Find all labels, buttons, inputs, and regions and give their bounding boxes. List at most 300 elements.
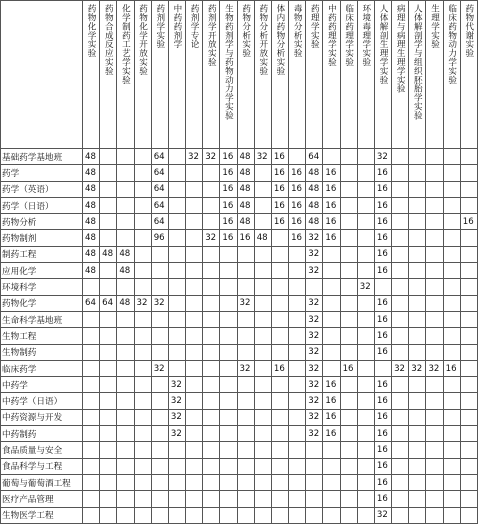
column-header bbox=[151, 1, 168, 149]
hours-cell bbox=[117, 230, 134, 246]
hours-cell bbox=[220, 344, 237, 360]
hours-cell bbox=[220, 377, 237, 393]
hours-cell bbox=[460, 426, 477, 442]
hours-cell bbox=[426, 263, 443, 279]
hours-cell bbox=[100, 165, 117, 181]
hours-cell bbox=[460, 197, 477, 213]
hours-cell bbox=[220, 458, 237, 474]
hours-cell bbox=[254, 393, 271, 409]
hours-cell bbox=[357, 393, 374, 409]
hours-cell bbox=[357, 246, 374, 262]
hours-cell bbox=[392, 426, 409, 442]
hours-cell bbox=[306, 279, 323, 295]
hours-cell bbox=[254, 328, 271, 344]
hours-cell bbox=[168, 491, 185, 507]
hours-cell bbox=[220, 491, 237, 507]
hours-cell bbox=[117, 393, 134, 409]
hours-cell bbox=[289, 311, 306, 327]
hours-cell bbox=[357, 165, 374, 181]
hours-cell bbox=[443, 311, 460, 327]
hours-cell bbox=[443, 458, 460, 474]
hours-cell bbox=[443, 474, 460, 490]
hours-cell bbox=[289, 474, 306, 490]
column-header bbox=[220, 1, 237, 149]
hours-cell bbox=[443, 149, 460, 165]
hours-cell bbox=[83, 344, 100, 360]
hours-cell bbox=[392, 263, 409, 279]
hours-cell bbox=[168, 344, 185, 360]
hours-cell: 48 bbox=[83, 165, 100, 181]
column-header-label: 药物分析开放实验 bbox=[257, 4, 268, 76]
hours-cell bbox=[134, 409, 151, 425]
hours-cell bbox=[340, 214, 357, 230]
hours-cell bbox=[443, 181, 460, 197]
hours-cell bbox=[306, 442, 323, 458]
column-header-label: 临床药理学实验 bbox=[343, 4, 354, 67]
hours-cell: 16 bbox=[220, 181, 237, 197]
hours-cell bbox=[392, 458, 409, 474]
hours-cell bbox=[409, 165, 426, 181]
hours-cell bbox=[289, 295, 306, 311]
hours-cell: 16 bbox=[323, 214, 340, 230]
hours-cell bbox=[409, 246, 426, 262]
hours-cell bbox=[357, 311, 374, 327]
hours-cell bbox=[220, 409, 237, 425]
hours-cell: 32 bbox=[203, 149, 220, 165]
hours-cell bbox=[134, 149, 151, 165]
column-header bbox=[426, 1, 443, 149]
hours-cell bbox=[357, 474, 374, 490]
hours-cell bbox=[117, 328, 134, 344]
hours-cell bbox=[340, 393, 357, 409]
hours-cell bbox=[409, 458, 426, 474]
hours-cell bbox=[426, 214, 443, 230]
column-header bbox=[374, 1, 391, 149]
hours-cell bbox=[409, 214, 426, 230]
hours-cell bbox=[220, 474, 237, 490]
hours-cell: 64 bbox=[83, 295, 100, 311]
hours-cell: 16 bbox=[289, 165, 306, 181]
hours-cell bbox=[323, 474, 340, 490]
hours-cell bbox=[409, 377, 426, 393]
table-row bbox=[1, 474, 478, 490]
hours-cell bbox=[203, 458, 220, 474]
hours-cell bbox=[409, 311, 426, 327]
hours-cell: 16 bbox=[374, 442, 391, 458]
hours-cell bbox=[426, 409, 443, 425]
hours-cell: 16 bbox=[220, 230, 237, 246]
hours-cell bbox=[100, 458, 117, 474]
hours-cell bbox=[443, 246, 460, 262]
hours-cell: 16 bbox=[323, 426, 340, 442]
hours-cell bbox=[151, 279, 168, 295]
hours-cell bbox=[409, 409, 426, 425]
hours-cell bbox=[134, 197, 151, 213]
hours-cell bbox=[460, 442, 477, 458]
hours-cell bbox=[460, 393, 477, 409]
hours-cell bbox=[134, 311, 151, 327]
hours-cell bbox=[289, 426, 306, 442]
hours-cell bbox=[340, 165, 357, 181]
hours-cell: 48 bbox=[117, 246, 134, 262]
hours-cell bbox=[151, 426, 168, 442]
hours-cell bbox=[271, 279, 288, 295]
hours-cell bbox=[100, 377, 117, 393]
hours-cell bbox=[460, 165, 477, 181]
hours-cell bbox=[134, 214, 151, 230]
column-header-label: 人体解剖学与组织胚胎学实验 bbox=[412, 4, 423, 120]
hours-cell: 48 bbox=[237, 214, 254, 230]
hours-cell bbox=[186, 360, 203, 376]
hours-cell bbox=[289, 246, 306, 262]
hours-cell bbox=[203, 279, 220, 295]
hours-cell bbox=[443, 344, 460, 360]
hours-cell bbox=[117, 214, 134, 230]
hours-cell bbox=[443, 165, 460, 181]
hours-cell bbox=[100, 181, 117, 197]
hours-cell bbox=[340, 181, 357, 197]
hours-cell: 64 bbox=[151, 165, 168, 181]
hours-cell bbox=[357, 491, 374, 507]
hours-cell: 16 bbox=[374, 344, 391, 360]
hours-cell bbox=[168, 279, 185, 295]
hours-cell: 16 bbox=[323, 197, 340, 213]
hours-cell bbox=[323, 246, 340, 262]
row-label: 应用化学 bbox=[1, 263, 83, 279]
hours-cell: 32 bbox=[186, 149, 203, 165]
column-header-label: 病理与病理生理学实验 bbox=[395, 4, 406, 93]
hours-cell: 32 bbox=[306, 328, 323, 344]
hours-cell bbox=[426, 442, 443, 458]
hours-cell: 16 bbox=[443, 360, 460, 376]
hours-cell bbox=[340, 458, 357, 474]
hours-cell: 32 bbox=[237, 295, 254, 311]
table-row bbox=[1, 230, 478, 246]
hours-cell bbox=[392, 344, 409, 360]
table-row bbox=[1, 214, 478, 230]
hours-cell bbox=[271, 344, 288, 360]
hours-cell bbox=[151, 442, 168, 458]
hours-cell: 16 bbox=[220, 149, 237, 165]
hours-cell: 16 bbox=[374, 474, 391, 490]
hours-cell: 64 bbox=[151, 181, 168, 197]
hours-cell bbox=[340, 197, 357, 213]
hours-cell bbox=[168, 458, 185, 474]
table-row bbox=[1, 149, 478, 165]
column-header bbox=[134, 1, 151, 149]
hours-cell bbox=[134, 426, 151, 442]
hours-cell bbox=[237, 409, 254, 425]
hours-cell bbox=[186, 442, 203, 458]
hours-cell bbox=[186, 197, 203, 213]
hours-cell bbox=[203, 295, 220, 311]
hours-cell bbox=[237, 246, 254, 262]
table-row bbox=[1, 491, 478, 507]
hours-cell bbox=[426, 377, 443, 393]
hours-cell: 16 bbox=[374, 426, 391, 442]
hours-cell: 32 bbox=[306, 295, 323, 311]
hours-cell bbox=[443, 263, 460, 279]
hours-cell: 16 bbox=[340, 360, 357, 376]
column-header bbox=[460, 1, 477, 149]
hours-cell bbox=[392, 491, 409, 507]
hours-cell bbox=[392, 442, 409, 458]
hours-cell: 32 bbox=[134, 295, 151, 311]
hours-cell bbox=[186, 344, 203, 360]
hours-cell bbox=[271, 442, 288, 458]
hours-cell: 16 bbox=[374, 295, 391, 311]
hours-cell bbox=[203, 344, 220, 360]
hours-cell: 48 bbox=[306, 181, 323, 197]
hours-cell bbox=[83, 393, 100, 409]
hours-cell bbox=[168, 149, 185, 165]
hours-cell bbox=[83, 279, 100, 295]
hours-cell: 16 bbox=[220, 197, 237, 213]
hours-cell: 32 bbox=[151, 295, 168, 311]
hours-cell bbox=[254, 165, 271, 181]
hours-cell: 16 bbox=[271, 149, 288, 165]
hours-cell: 32 bbox=[306, 246, 323, 262]
hours-cell bbox=[392, 377, 409, 393]
hours-cell: 16 bbox=[323, 230, 340, 246]
hours-cell: 32 bbox=[409, 360, 426, 376]
hours-cell bbox=[100, 442, 117, 458]
hours-cell bbox=[357, 344, 374, 360]
table-row bbox=[1, 295, 478, 311]
hours-cell bbox=[134, 263, 151, 279]
column-header-label: 环境毒理学实验 bbox=[360, 4, 371, 67]
hours-cell bbox=[426, 311, 443, 327]
table-row bbox=[1, 360, 478, 376]
hours-cell bbox=[271, 474, 288, 490]
hours-cell bbox=[443, 377, 460, 393]
column-header-label: 药物化学开放实验 bbox=[137, 4, 148, 76]
hours-cell bbox=[460, 295, 477, 311]
hours-cell bbox=[271, 328, 288, 344]
hours-cell bbox=[134, 442, 151, 458]
hours-cell bbox=[237, 491, 254, 507]
hours-cell bbox=[271, 426, 288, 442]
corner-cell bbox=[1, 1, 83, 149]
hours-cell: 32 bbox=[306, 393, 323, 409]
column-header bbox=[306, 1, 323, 149]
hours-cell bbox=[426, 295, 443, 311]
hours-cell: 16 bbox=[271, 165, 288, 181]
hours-cell bbox=[134, 491, 151, 507]
hours-cell bbox=[340, 295, 357, 311]
hours-cell bbox=[203, 263, 220, 279]
hours-cell: 32 bbox=[203, 230, 220, 246]
hours-cell bbox=[168, 181, 185, 197]
hours-cell: 16 bbox=[374, 393, 391, 409]
hours-cell: 64 bbox=[306, 149, 323, 165]
hours-cell: 16 bbox=[374, 458, 391, 474]
hours-cell bbox=[186, 246, 203, 262]
hours-cell bbox=[392, 246, 409, 262]
row-label: 环境科学 bbox=[1, 279, 83, 295]
hours-cell bbox=[357, 360, 374, 376]
hours-cell: 32 bbox=[306, 377, 323, 393]
hours-cell bbox=[289, 442, 306, 458]
hours-cell bbox=[392, 311, 409, 327]
column-header-label: 生理学实验 bbox=[429, 4, 440, 49]
hours-cell bbox=[306, 458, 323, 474]
hours-cell: 16 bbox=[289, 181, 306, 197]
hours-cell: 16 bbox=[374, 230, 391, 246]
hours-cell bbox=[409, 344, 426, 360]
hours-cell bbox=[151, 311, 168, 327]
hours-cell: 16 bbox=[271, 214, 288, 230]
column-header-label: 人体解剖生理学实验 bbox=[378, 4, 388, 85]
hours-cell bbox=[83, 491, 100, 507]
hours-cell bbox=[168, 328, 185, 344]
column-header bbox=[237, 1, 254, 149]
hours-cell bbox=[100, 393, 117, 409]
hours-cell bbox=[357, 458, 374, 474]
hours-cell bbox=[340, 491, 357, 507]
hours-cell bbox=[254, 458, 271, 474]
row-label: 中药资源与开发 bbox=[1, 409, 83, 425]
hours-cell: 32 bbox=[168, 377, 185, 393]
hours-cell bbox=[100, 474, 117, 490]
hours-cell bbox=[151, 263, 168, 279]
hours-cell bbox=[100, 426, 117, 442]
hours-cell: 16 bbox=[289, 230, 306, 246]
hours-cell bbox=[289, 328, 306, 344]
hours-cell bbox=[83, 409, 100, 425]
hours-cell bbox=[392, 409, 409, 425]
hours-cell bbox=[168, 246, 185, 262]
hours-cell bbox=[392, 149, 409, 165]
hours-cell bbox=[83, 328, 100, 344]
hours-cell bbox=[100, 149, 117, 165]
hours-cell bbox=[186, 474, 203, 490]
hours-cell bbox=[409, 328, 426, 344]
row-label: 中药学 bbox=[1, 377, 83, 393]
hours-cell bbox=[254, 263, 271, 279]
hours-cell bbox=[340, 344, 357, 360]
hours-cell bbox=[254, 344, 271, 360]
hours-cell bbox=[323, 295, 340, 311]
hours-cell bbox=[117, 491, 134, 507]
column-header-label: 药理学实验 bbox=[309, 4, 320, 49]
hours-cell bbox=[203, 474, 220, 490]
hours-cell bbox=[203, 409, 220, 425]
hours-cell bbox=[254, 377, 271, 393]
hours-cell bbox=[134, 246, 151, 262]
column-header bbox=[340, 1, 357, 149]
hours-cell bbox=[271, 377, 288, 393]
hours-cell bbox=[323, 311, 340, 327]
hours-cell bbox=[151, 328, 168, 344]
hours-cell bbox=[392, 197, 409, 213]
hours-cell bbox=[409, 279, 426, 295]
hours-cell bbox=[186, 295, 203, 311]
table-row bbox=[1, 181, 478, 197]
column-header bbox=[323, 1, 340, 149]
hours-cell bbox=[220, 442, 237, 458]
hours-cell bbox=[117, 311, 134, 327]
hours-cell bbox=[134, 165, 151, 181]
hours-cell bbox=[409, 230, 426, 246]
hours-cell: 32 bbox=[168, 409, 185, 425]
hours-cell bbox=[203, 491, 220, 507]
hours-cell bbox=[323, 328, 340, 344]
hours-cell bbox=[289, 409, 306, 425]
hours-cell bbox=[340, 311, 357, 327]
hours-cell: 16 bbox=[374, 214, 391, 230]
hours-cell bbox=[357, 214, 374, 230]
hours-cell bbox=[186, 426, 203, 442]
hours-cell bbox=[117, 377, 134, 393]
hours-cell bbox=[271, 393, 288, 409]
row-label: 生物工程 bbox=[1, 328, 83, 344]
hours-cell bbox=[254, 409, 271, 425]
hours-cell bbox=[357, 263, 374, 279]
hours-cell bbox=[289, 491, 306, 507]
hours-cell bbox=[237, 393, 254, 409]
hours-cell bbox=[426, 426, 443, 442]
hours-cell bbox=[289, 360, 306, 376]
hours-cell bbox=[100, 311, 117, 327]
row-label: 生物制药 bbox=[1, 344, 83, 360]
hours-cell bbox=[357, 426, 374, 442]
hours-cell bbox=[443, 279, 460, 295]
table-row bbox=[1, 279, 478, 295]
hours-cell bbox=[220, 328, 237, 344]
row-label: 基础药学基地班 bbox=[1, 149, 83, 165]
column-header bbox=[357, 1, 374, 149]
hours-cell: 48 bbox=[83, 181, 100, 197]
hours-cell: 48 bbox=[306, 197, 323, 213]
hours-cell bbox=[117, 197, 134, 213]
hours-cell: 16 bbox=[289, 197, 306, 213]
hours-cell bbox=[117, 409, 134, 425]
hours-cell bbox=[168, 263, 185, 279]
hours-cell bbox=[151, 409, 168, 425]
column-header bbox=[83, 1, 100, 149]
hours-cell: 16 bbox=[220, 214, 237, 230]
hours-cell bbox=[100, 214, 117, 230]
hours-cell bbox=[409, 263, 426, 279]
hours-cell: 48 bbox=[117, 295, 134, 311]
hours-cell: 16 bbox=[374, 311, 391, 327]
hours-cell bbox=[443, 426, 460, 442]
hours-cell: 32 bbox=[168, 426, 185, 442]
hours-cell bbox=[237, 377, 254, 393]
hours-cell bbox=[83, 360, 100, 376]
hours-cell bbox=[374, 279, 391, 295]
hours-cell bbox=[357, 295, 374, 311]
row-label: 生物医学工程 bbox=[1, 507, 83, 523]
hours-cell bbox=[460, 181, 477, 197]
table-row bbox=[1, 246, 478, 262]
hours-cell bbox=[409, 181, 426, 197]
hours-cell bbox=[426, 149, 443, 165]
hours-cell bbox=[426, 165, 443, 181]
hours-cell bbox=[117, 149, 134, 165]
hours-cell bbox=[83, 311, 100, 327]
hours-cell bbox=[134, 393, 151, 409]
hours-cell bbox=[340, 246, 357, 262]
hours-cell bbox=[392, 295, 409, 311]
hours-cell bbox=[323, 263, 340, 279]
hours-cell bbox=[186, 377, 203, 393]
hours-cell: 48 bbox=[237, 197, 254, 213]
hours-cell bbox=[100, 409, 117, 425]
hours-cell: 16 bbox=[271, 360, 288, 376]
hours-cell bbox=[374, 360, 391, 376]
